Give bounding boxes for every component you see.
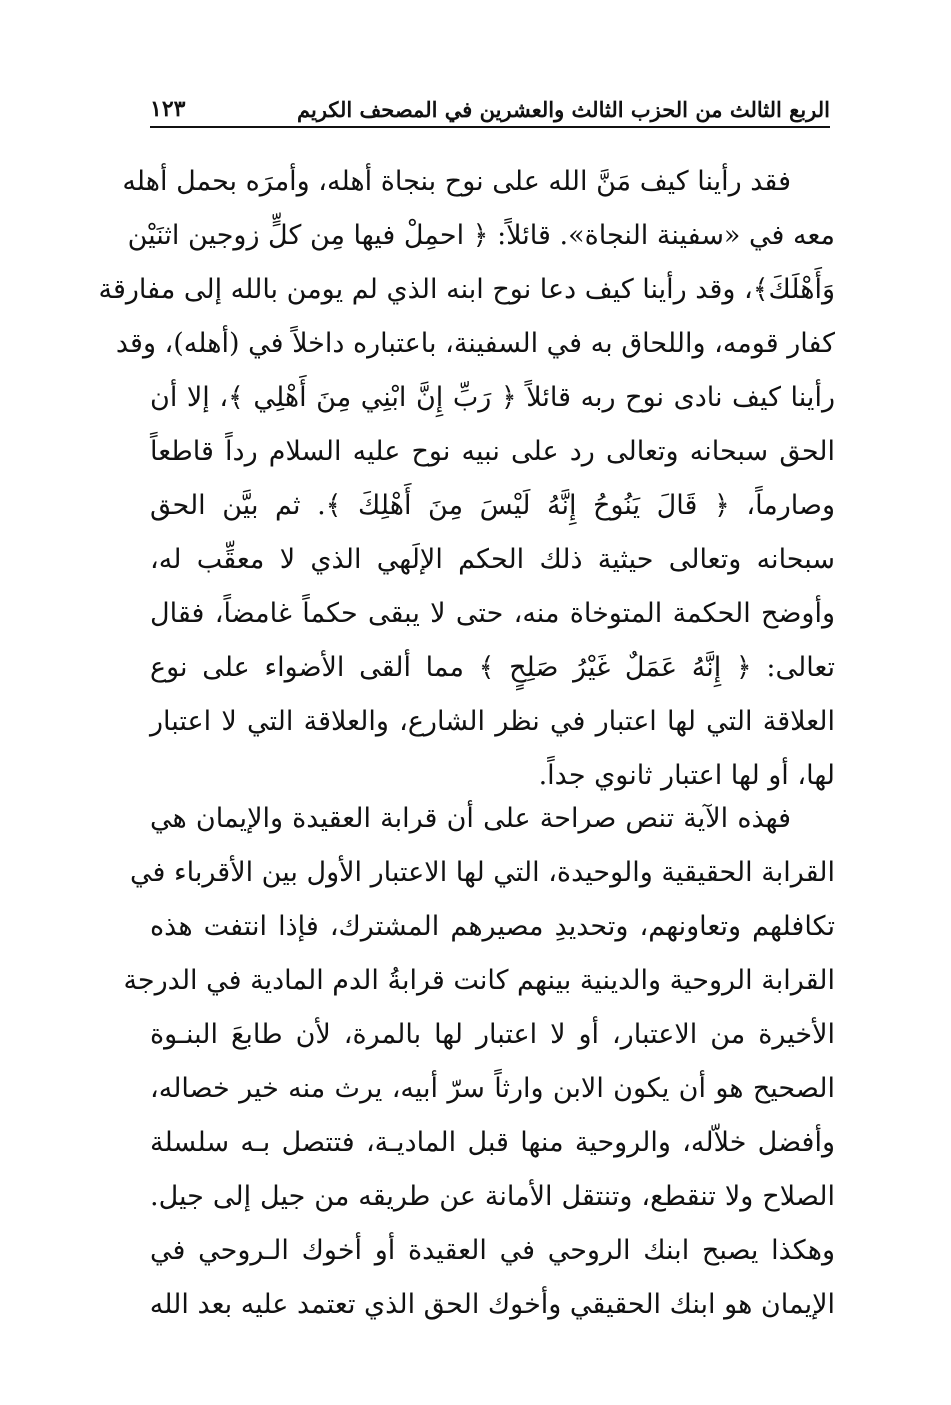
text-line: سبحانه وتعالى حيثية ذلك الحكم الإلَهي الذي لا معقِّب له، bbox=[150, 544, 835, 575]
text-line: الحق سبحانه وتعالى رد على نبيه نوح عليه السلام رداً قاطعاً bbox=[150, 436, 835, 467]
text-line: وأفضل خلاّله، والروحية منها قبل الماديـة، فتتصل بـه سلسلة bbox=[150, 1127, 835, 1158]
text-line: القرابة الروحية والدينية بينهم كانت قرابةُ الدم المادية في الدرجة bbox=[123, 965, 835, 996]
text-line: وصارماً، ﴿ قَالَ يَنُوحُ إِنَّهُ لَيْسَ مِنَ أَهْلِكَ ﴾. ثم بيَّن الحق bbox=[150, 490, 835, 521]
text-line: الصحيح هو أن يكون الابن وارثاً سرّ أبيه، يرث منه خير خصاله، bbox=[150, 1073, 835, 1104]
paragraph-1 bbox=[98, 155, 836, 803]
text-line: وأوضح الحكمة المتوخاة منه، حتى لا يبقى حكماً غامضاً، فقال bbox=[150, 598, 835, 629]
text-line: الأخيرة من الاعتبار، أو لا اعتبار لها بالمرة، لأن طابعَ البنـوة bbox=[150, 1019, 835, 1050]
paragraph-2 bbox=[123, 792, 835, 1332]
running-header bbox=[150, 90, 830, 128]
text-line: فهذه الآية تنص صراحة على أن قرابة العقيدة والإيمان هي bbox=[150, 803, 791, 834]
text-line: تعالى: ﴿ إِنَّهُ عَمَلٌ غَيْرُ صَلِحٍ ﴾ مما ألقى الأضواء على نوع bbox=[150, 652, 836, 683]
text-line: كفار قومه، واللحاق به في السفينة، باعتباره داخلاً في (أهله)، وقد bbox=[115, 328, 835, 359]
page-number: ١٢٣ bbox=[150, 96, 186, 122]
text-line: تكافلهم وتعاونهم، وتحديدِ مصيرهم المشترك، فإذا انتفت هذه bbox=[150, 911, 835, 942]
text-line: الصلاح ولا تنقطع، وتنتقل الأمانة عن طريقه من جيل إلى جيل. bbox=[150, 1181, 835, 1212]
text-line: وهكذا يصبح ابنك الروحي في العقيدة أو أخوك الـروحي في bbox=[150, 1235, 835, 1266]
text-line: العلاقة التي لها اعتبار في نظر الشارع، والعلاقة التي لا اعتبار bbox=[150, 706, 835, 737]
text-line: رأينا كيف نادى نوح ربه قائلاً ﴿ رَبِّ إِنَّ ابْنِي مِنَ أَهْلِي ﴾، إلا أن bbox=[150, 382, 835, 413]
running-title: الربع الثالث من الحزب الثالث والعشرين في المصحف الكريم bbox=[297, 97, 830, 122]
text-line: لها، أو لها اعتبار ثانوي جداً. bbox=[538, 760, 835, 791]
text-line: فقد رأينا كيف مَنَّ الله على نوح بنجاة أهله، وأمرَه بحمل أهله bbox=[122, 166, 791, 197]
text-line: الإيمان هو ابنك الحقيقي وأخوك الحق الذي تعتمد عليه بعد الله bbox=[149, 1289, 835, 1320]
text-line: القرابة الحقيقية والوحيدة، التي لها الاعتبار الأول بين الأقرباء في bbox=[129, 857, 835, 888]
text-line: وَأَهْلَكَ﴾، وقد رأينا كيف دعا نوح ابنه الذي لم يومن بالله إلى مفارقة bbox=[98, 274, 835, 305]
text-line: معه في «سفينة النجاة». قائلاً: ﴿ احمِلْ فيها مِن كلٍّ زوجين اثنَيْن bbox=[127, 220, 835, 251]
